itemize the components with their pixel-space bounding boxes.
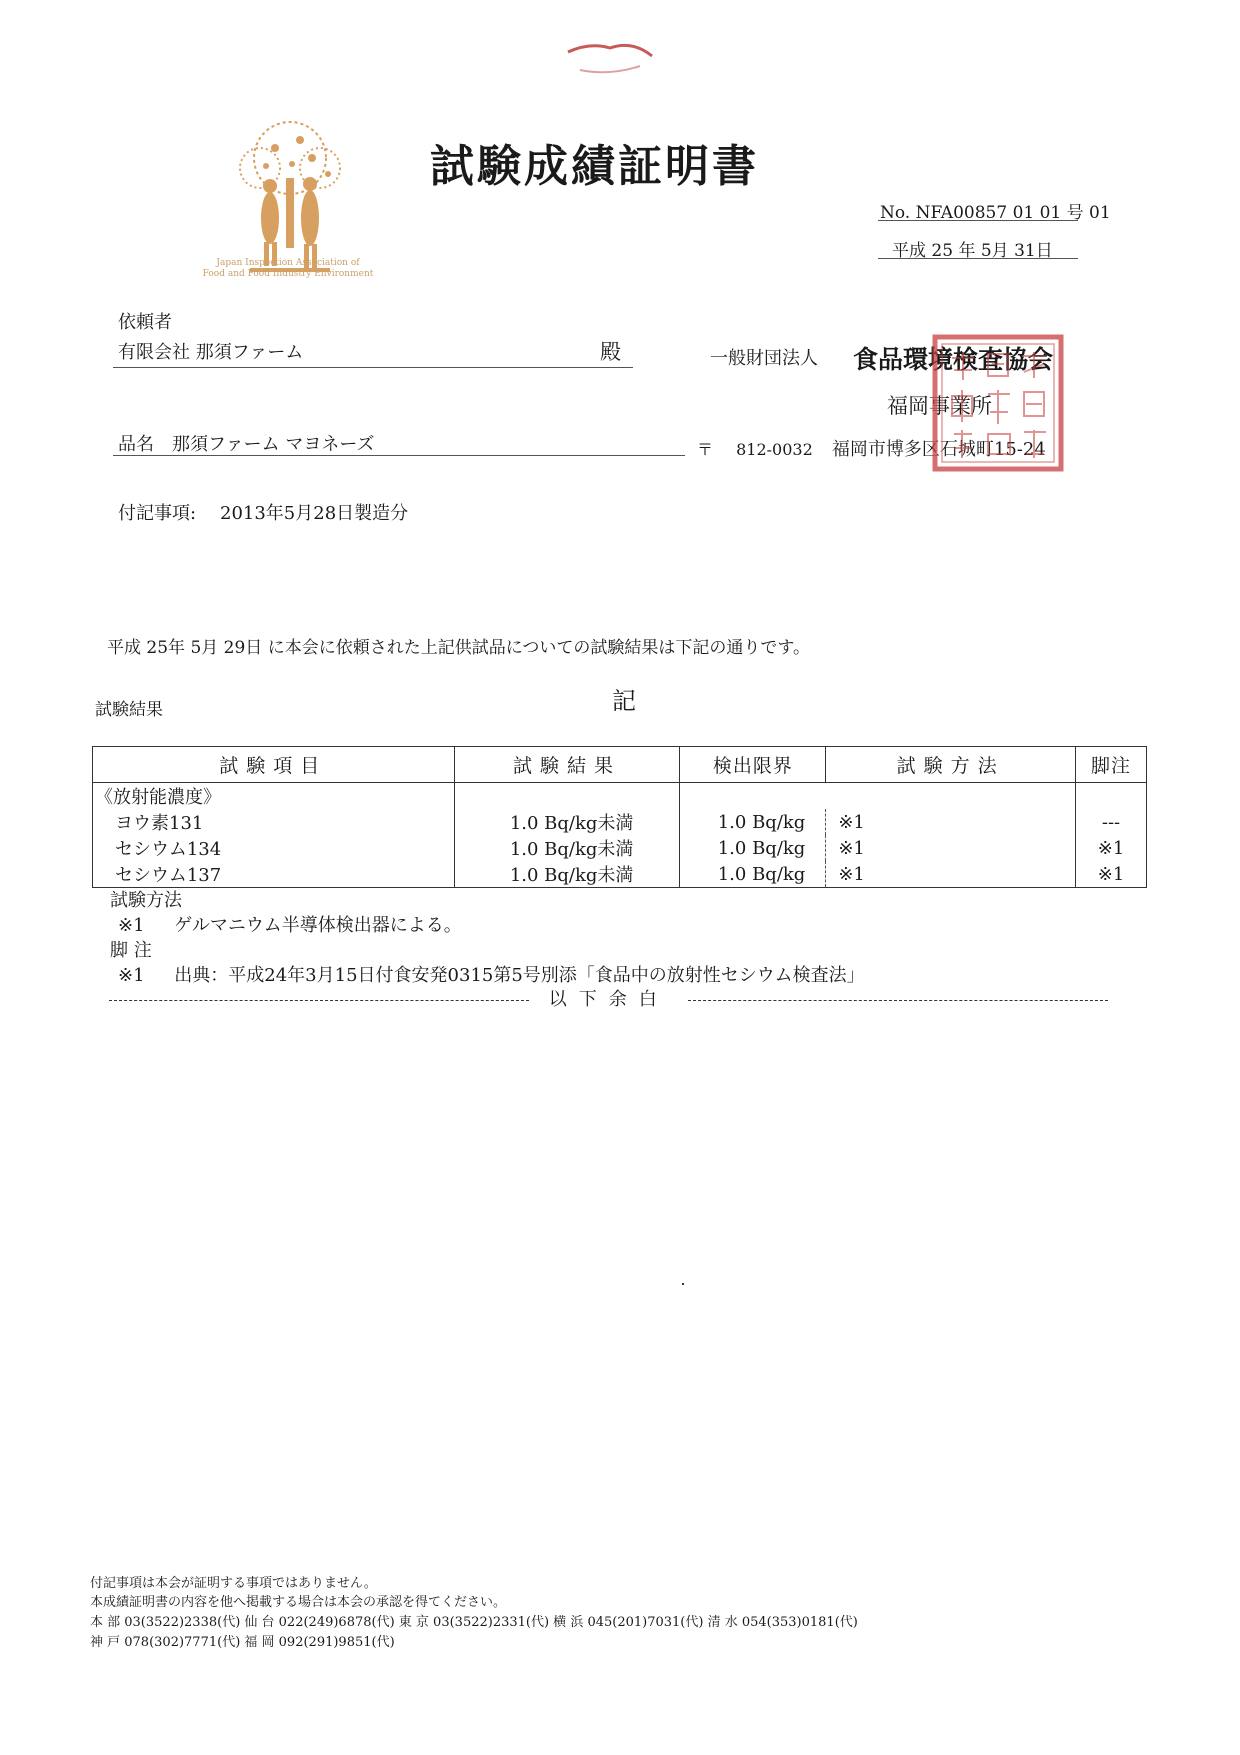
remarks-label: 付記事項:	[118, 503, 197, 524]
footer-line3: 本 部 03(3522)2338(代) 仙 台 022(249)6878(代) 東 京 03(3522)2331(代) 横 浜 045(201)7031(代) 清 水 054(353)0181(代)	[90, 1615, 858, 1630]
footnote-note	[118, 961, 865, 987]
footnote-mark: ※1	[118, 965, 145, 986]
issuer-org-type: 一般財団法人	[710, 348, 818, 369]
header-test-method: 試験方法	[826, 747, 1076, 783]
end-of-content-line	[95, 985, 1095, 1011]
method-mark: ※1	[118, 915, 145, 936]
results-label: 試験結果	[95, 700, 163, 720]
dashed-rule-left	[109, 1000, 529, 1001]
results-table	[92, 746, 1147, 888]
product-underline	[113, 455, 685, 456]
row-result: 1.0 Bq/kg未満	[454, 809, 680, 835]
product-name: 那須ファーム マヨネーズ	[172, 434, 375, 455]
footer-line4: 神 戸 078(302)7771(代) 福 岡 092(291)9851(代)	[90, 1635, 395, 1650]
document-date: 平成 25 年 5月 31日	[892, 241, 1053, 261]
row-item: ヨウ素131	[115, 813, 204, 834]
table-group-row	[93, 783, 1147, 810]
remarks-value: 2013年5月28日製造分	[220, 503, 409, 524]
method-heading: 試験方法	[110, 890, 182, 911]
row-method: ※1	[826, 835, 1076, 861]
issuer-org-name: 食品環境検査協会	[853, 345, 1054, 374]
client-underline	[113, 367, 633, 368]
dashed-rule-right	[688, 1000, 1108, 1001]
header-test-result: 試験結果	[454, 747, 680, 783]
seal-fragment-icon	[560, 40, 660, 80]
client-label: 依頼者	[118, 312, 172, 333]
footer-line1: 付記事項は本会が証明する事項ではありません。	[90, 1576, 377, 1591]
method-note	[118, 911, 462, 937]
results-header-row	[93, 747, 1147, 783]
row-item: セシウム134	[115, 839, 222, 860]
footnote-text: 出典：平成24年3月15日付食安発0315第5号別添「食品中の放射性セシウム検査法」	[174, 965, 865, 986]
row-method: ※1	[826, 809, 1076, 835]
client-name: 有限会社 那須ファーム	[118, 342, 304, 363]
intro-text: 平成 25年 5月 29日 に本会に依頼された上記供試品についての試験結果は下記の通りです。	[107, 638, 810, 658]
product-label: 品名	[118, 434, 154, 455]
table-row	[93, 835, 1147, 861]
postal-code: 812-0032	[736, 440, 813, 459]
row-method: ※1	[826, 861, 1076, 888]
row-footnote: ※1	[1076, 835, 1147, 861]
row-footnote: ※1	[1076, 861, 1147, 888]
stray-dot	[682, 1283, 684, 1285]
document-number-underline	[878, 220, 1078, 221]
document-number: No. NFA00857 01 01 号 01	[880, 203, 1111, 223]
row-limit: 1.0 Bq/kg	[680, 861, 826, 888]
footer-line2: 本成績証明書の内容を他へ掲載する場合は本会の承認を得てください。	[90, 1595, 507, 1610]
logo-caption-line1: Japan Inspection Association of	[216, 258, 360, 268]
header-footnote: 脚注	[1076, 747, 1147, 783]
document-date-underline	[878, 258, 1078, 259]
ki-heading: 記	[612, 687, 636, 715]
header-detection-limit: 検出限界	[680, 747, 826, 783]
official-seal-stamp-icon	[932, 334, 1064, 472]
document-title: 試験成績証明書	[430, 141, 759, 192]
row-result: 1.0 Bq/kg未満	[454, 835, 680, 861]
footnote-heading: 脚 注	[110, 940, 152, 961]
postal-mark: 〒	[697, 440, 714, 459]
table-row	[93, 809, 1147, 835]
header-test-item: 試験項目	[93, 747, 455, 783]
row-result: 1.0 Bq/kg未満	[454, 861, 680, 888]
row-limit: 1.0 Bq/kg	[680, 835, 826, 861]
table-row	[93, 861, 1147, 888]
row-footnote: ---	[1076, 809, 1147, 835]
row-item: セシウム137	[115, 865, 222, 886]
row-limit: 1.0 Bq/kg	[680, 809, 826, 835]
end-label: 以下余白	[548, 989, 669, 1010]
client-honorific: 殿	[600, 340, 621, 364]
logo-caption-line2: Food and Food Industry Environment	[202, 269, 374, 279]
logo-caption	[188, 258, 388, 280]
issuer-office: 福岡事業所	[887, 394, 992, 418]
issuer-address: 福岡市博多区石城町15-24	[831, 439, 1046, 460]
group-label: 《放射能濃度》	[95, 787, 221, 808]
method-text: ゲルマニウム半導体検出器による。	[174, 915, 462, 936]
